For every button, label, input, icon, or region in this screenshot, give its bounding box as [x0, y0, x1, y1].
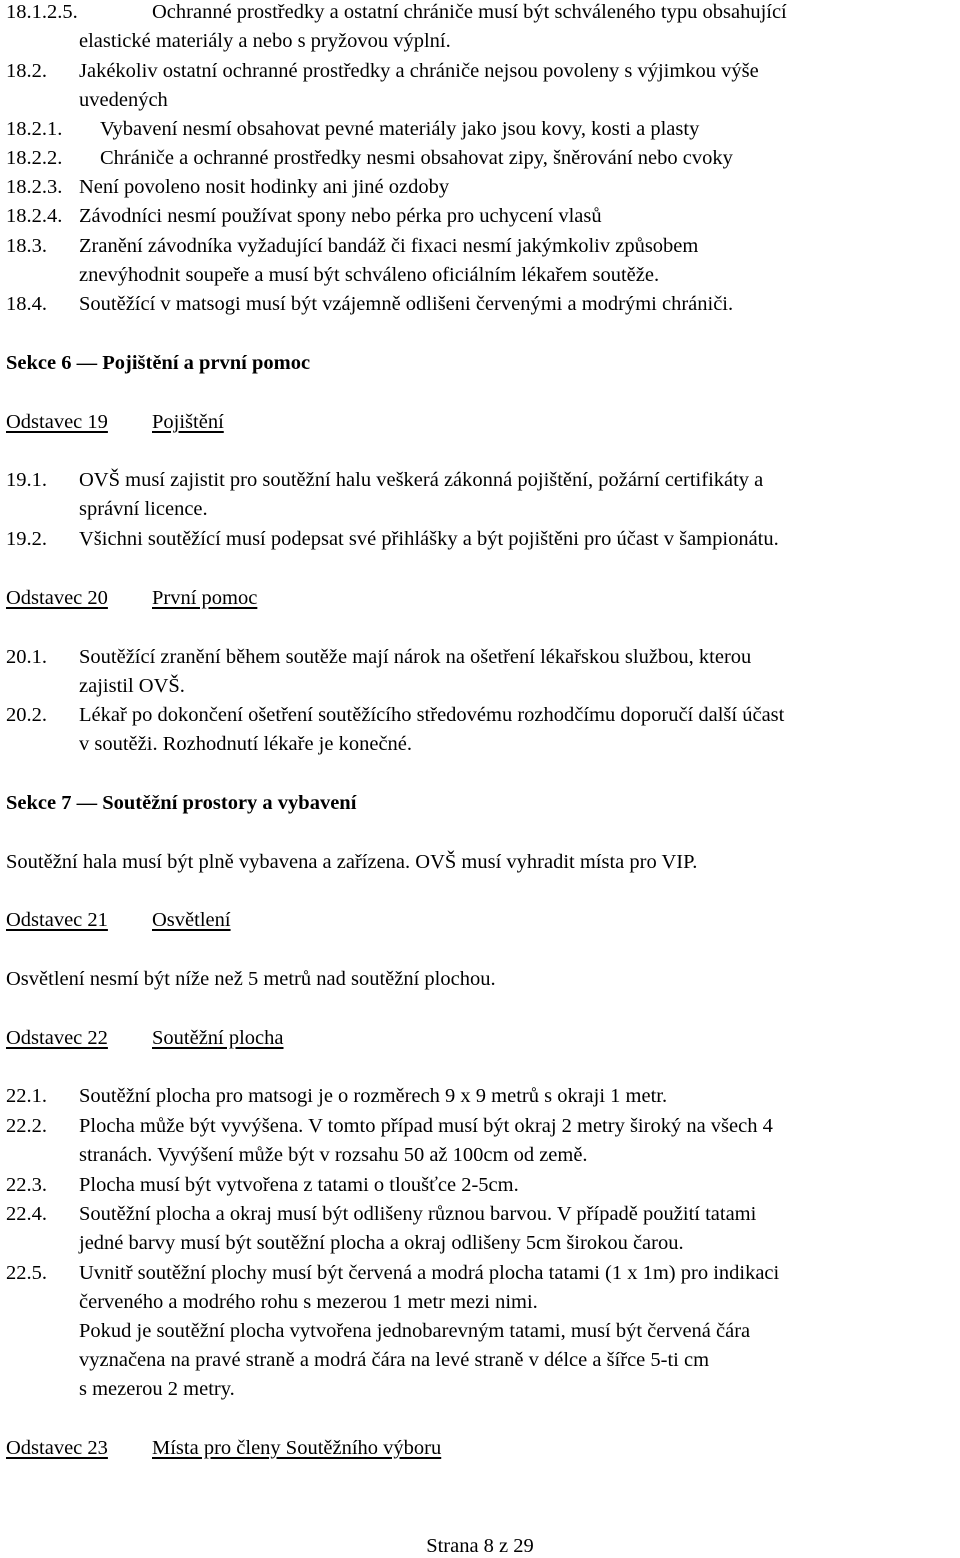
item-text: vyznačena na pravé straně a modrá čára na levé straně v délce a šířce 5-ti cm	[79, 1349, 710, 1371]
item-number: 18.2.3.	[6, 176, 63, 198]
item-number: 22.3.	[6, 1174, 47, 1196]
item-text: Jakékoliv ostatní ochranné prostředky a chrániče nejsou povoleny s výjimkou výše	[79, 60, 759, 82]
item-text: jedné barvy musí být soutěžní plocha a okraj odlišeny 5cm širokou čarou.	[79, 1232, 684, 1254]
item-text: OVŠ musí zajistit pro soutěžní halu veškerá zákonná pojištění, požární certifikáty a	[79, 469, 764, 491]
item-text: Uvnitř soutěžní plochy musí být červená a modrá plocha tatami (1 x 1m) pro indikaci	[79, 1262, 780, 1284]
item-text: uvedených	[79, 89, 168, 111]
item-text: s mezerou 2 metry.	[79, 1378, 235, 1400]
item-text: Lékař po dokončení ošetření soutěžícího středovému rozhodčímu doporučí další účast	[79, 704, 785, 726]
item-number: 18.3.	[6, 235, 47, 257]
item-text: Vybavení nesmí obsahovat pevné materiály jako jsou kovy, kosti a plasty	[100, 118, 700, 140]
odstavec-23-label: Odstavec 23	[6, 1437, 108, 1459]
item-text: Chrániče a ochranné prostředky nesmi obsahovat zipy, šněrování nebo cvoky	[100, 147, 733, 169]
odstavec-19-label: Odstavec 19	[6, 411, 108, 433]
odstavec-22-label: Odstavec 22	[6, 1027, 108, 1049]
item-text: Soutěžní plocha pro matsogi je o rozměrech 9 x 9 metrů s okraji 1 metr.	[79, 1085, 668, 1107]
section-7-intro: Soutěžní hala musí být plně vybavena a zařízena. OVŠ musí vyhradit místa pro VIP.	[6, 851, 698, 873]
item-text: Není povoleno nosit hodinky ani jiné ozdoby	[79, 176, 450, 198]
item-text: správní licence.	[79, 498, 208, 520]
item-number: 22.1.	[6, 1085, 47, 1107]
item-number: 22.4.	[6, 1203, 47, 1225]
item-text: Soutěžní plocha a okraj musí být odlišeny různou barvou. V případě použití tatami	[79, 1203, 757, 1225]
item-text: Pokud je soutěžní plocha vytvořena jednobarevným tatami, musí být červená čára	[79, 1320, 751, 1342]
page-number-footer: Strana 8 z 29	[426, 1535, 534, 1557]
item-text: Ochranné prostředky a ostatní chrániče musí být schváleného typu obsahující	[152, 1, 787, 23]
item-number: 18.2.4.	[6, 205, 63, 227]
item-number: 22.5.	[6, 1262, 47, 1284]
odstavec-21-label: Odstavec 21	[6, 909, 108, 931]
item-number: 19.1.	[6, 469, 47, 491]
item-text: v soutěži. Rozhodnutí lékaře je konečné.	[79, 733, 413, 755]
odstavec-20-title: První pomoc	[152, 587, 258, 609]
item-number: 18.2.	[6, 60, 47, 82]
item-number: 18.4.	[6, 293, 47, 315]
item-number: 18.1.2.5.	[6, 1, 78, 23]
item-number: 20.2.	[6, 704, 47, 726]
odstavec-21-text: Osvětlení nesmí být níže než 5 metrů nad soutěžní plochou.	[6, 968, 496, 990]
item-number: 20.1.	[6, 646, 47, 668]
item-number: 22.2.	[6, 1115, 47, 1137]
item-text: stranách. Vyvýšení může být v rozsahu 50 až 100cm od země.	[79, 1144, 588, 1166]
item-text: Zranění závodníka vyžadující bandáž či fixaci nesmí jakýmkoliv způsobem	[79, 235, 699, 257]
item-text: Soutěžící zranění během soutěže mají nárok na ošetření lékařskou službou, kterou	[79, 646, 752, 668]
item-text: Plocha musí být vytvořena z tatami o tloušťce 2-5cm.	[79, 1174, 519, 1196]
odstavec-22-title: Soutěžní plocha	[152, 1027, 284, 1049]
item-text: červeného a modrého rohu s mezerou 1 metr mezi nimi.	[79, 1291, 538, 1313]
item-text: Závodníci nesmí používat spony nebo pérka pro uchycení vlasů	[79, 205, 602, 227]
item-text: znevýhodnit soupeře a musí být schváleno oficiálním lékařem soutěže.	[79, 264, 660, 286]
section-6-heading: Sekce 6 — Pojištění a první pomoc	[6, 352, 311, 374]
item-text: elastické materiály a nebo s pryžovou výplní.	[79, 30, 451, 52]
item-number: 19.2.	[6, 528, 47, 550]
item-number: 18.2.2.	[6, 147, 63, 169]
item-text: Soutěžící v matsogi musí být vzájemně odlišeni červenými a modrými chrániči.	[79, 293, 734, 315]
section-7-heading: Sekce 7 — Soutěžní prostory a vybavení	[6, 792, 357, 814]
odstavec-21-title: Osvětlení	[152, 909, 231, 931]
item-number: 18.2.1.	[6, 118, 63, 140]
item-text: Všichni soutěžící musí podepsat své přihlášky a být pojištěni pro účast v šampionátu.	[79, 528, 779, 550]
item-text: Plocha může být vyvýšena. V tomto případ musí být okraj 2 metry široký na všech 4	[79, 1115, 773, 1137]
odstavec-19-title: Pojištění	[152, 411, 224, 433]
odstavec-23-title: Místa pro členy Soutěžního výboru	[152, 1437, 442, 1459]
item-text: zajistil OVŠ.	[79, 675, 185, 697]
odstavec-20-label: Odstavec 20	[6, 587, 108, 609]
